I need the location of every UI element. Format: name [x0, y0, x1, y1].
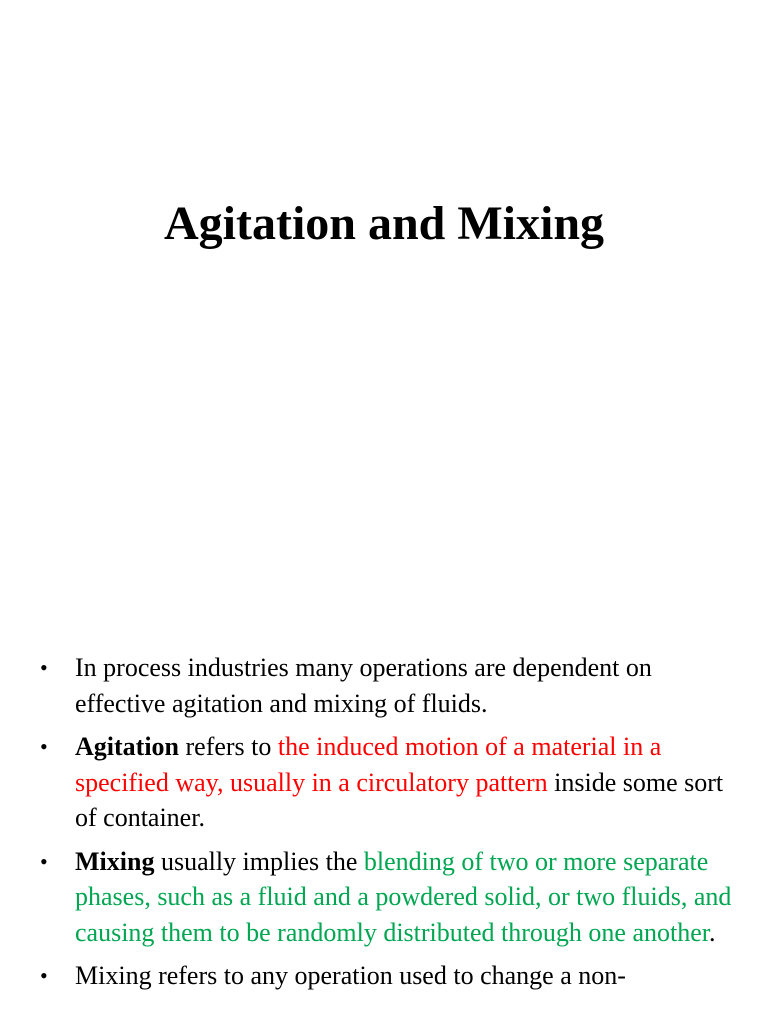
mixing-definition: blending of two or more separate phases, such as a fluid and a powdered solid, or two fluids, and causing them to be randomly distributed through one another	[75, 846, 732, 947]
mixing-tail-text: .	[708, 917, 716, 947]
bullet-item-mixing	[0, 844, 768, 951]
bullet-icon: •	[40, 734, 48, 759]
bullet-icon: •	[40, 963, 48, 988]
bullet-item-agitation	[0, 729, 768, 836]
agitation-term: Agitation	[75, 732, 179, 761]
agitation-lead-text: refers to	[179, 732, 278, 761]
agitation-definition: the induced motion of a material in a specified way, usually in a circulatory pattern	[75, 732, 662, 797]
mixing-lead-text: usually implies the	[154, 846, 364, 876]
agitation-tail-text: inside some sort of container.	[75, 767, 724, 832]
bullet-icon: •	[40, 655, 48, 680]
bullet-item-process-industries	[0, 650, 768, 721]
mixing-term: Mixing	[75, 846, 155, 876]
bullet-list	[0, 650, 768, 1002]
slide-title: Agitation and Mixing	[163, 197, 605, 250]
bullet-item-mixing-operation	[0, 958, 768, 994]
bullet-text: In process industries many operations are dependent on effective agitation and mixing of fluids.	[75, 653, 652, 718]
bullet-text: Mixing refers to any operation used to change a non-	[75, 961, 626, 990]
bullet-icon: •	[40, 848, 48, 874]
